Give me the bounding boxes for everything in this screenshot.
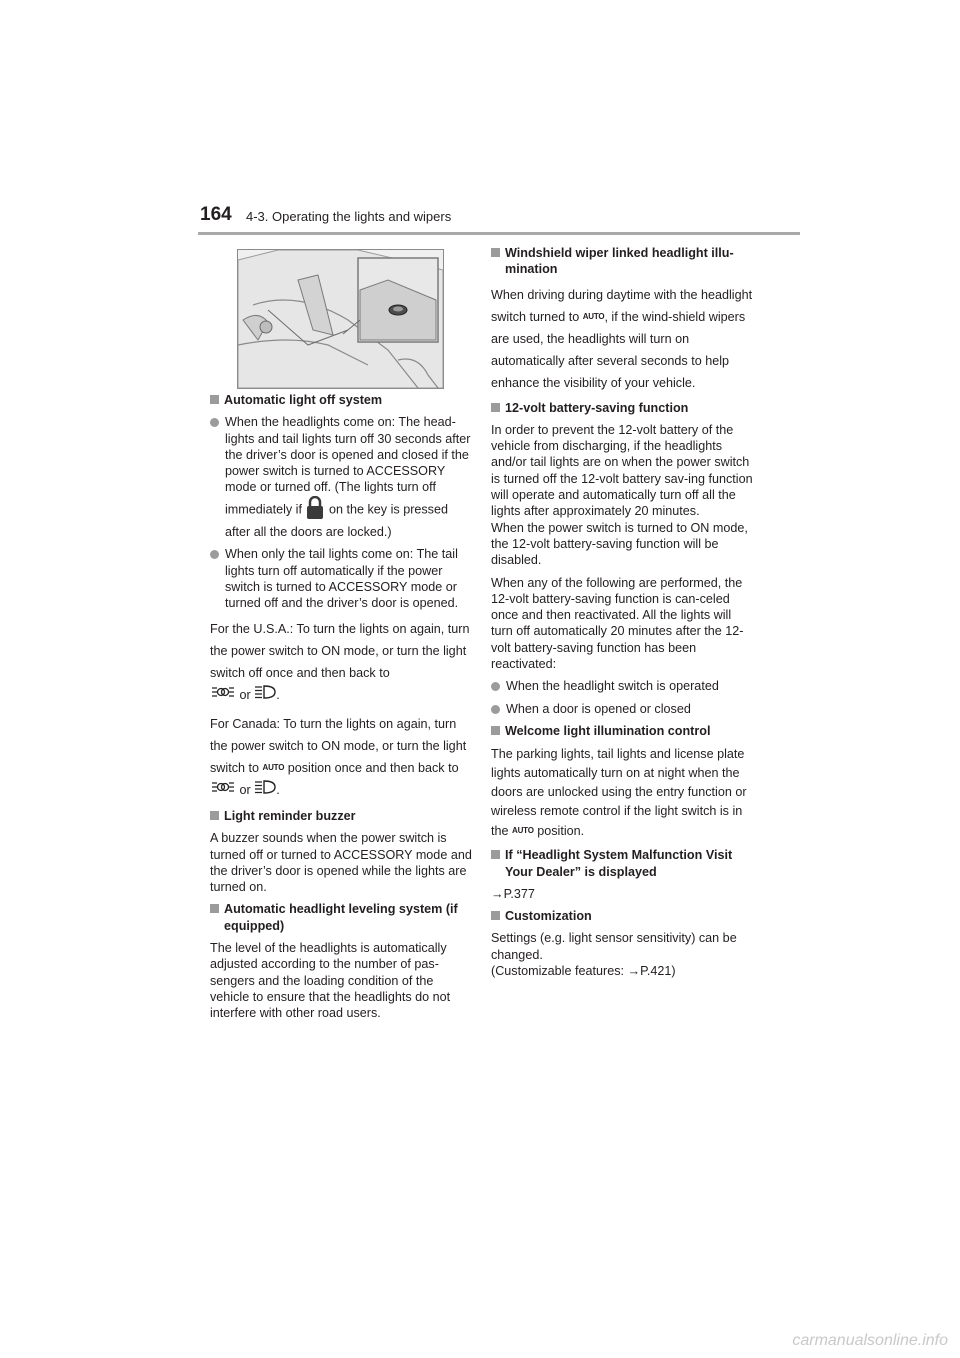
auto-off-heading: Automatic light off system xyxy=(210,392,472,408)
wiper-text-b: , if the wind-shield wipers are used, the headlights will turn on automatically after several seconds to help enhance the visibility of your vehicle. xyxy=(491,309,746,390)
malfunction-reference: →P.377 xyxy=(491,886,535,901)
dashboard-sensor-drawing xyxy=(238,250,443,388)
tail-light-icon xyxy=(210,684,236,706)
battery-text-1: In order to prevent the 12-volt battery of the vehicle from discharging, if the headlights and/or tail lights are on when the power switch is turned off the 12-volt battery sav-ing function will operate and automatically turn off all the lights after approximately 20 minutes. xyxy=(491,422,753,519)
usa-paragraph: For the U.S.A.: To turn the lights on again, turn the power switch to ON mode, or turn the light switch off once and then back to or . xyxy=(210,618,472,707)
auto-position-icon: AUTO xyxy=(582,311,605,321)
page-number: 164 xyxy=(200,204,232,225)
customization-text: Settings (e.g. light sensor sensitivity) can be changed. xyxy=(491,931,737,962)
leveling-text: The level of the headlights is automatically adjusted according to the number of pas-sengers and the loading condition of the vehicle to ensure that the headlights do not interfere with other road users. xyxy=(210,940,451,1021)
leveling-heading: Automatic headlight leveling system (if equipped) xyxy=(210,901,472,934)
battery-bullet-1: When the headlight switch is operated xyxy=(491,678,753,694)
lock-icon xyxy=(305,496,325,524)
right-column xyxy=(491,245,753,985)
watermark: carmanualsonline.info xyxy=(792,1332,948,1349)
wiper-paragraph xyxy=(491,284,753,394)
buzzer-text: A buzzer sounds when the power switch is turned off or turned to ACCESSORY mode and the driver’s door is opened while the lights are turned on. xyxy=(210,831,472,895)
welcome-heading: Welcome light illumination control xyxy=(491,723,753,739)
wiper-heading: Windshield wiper linked headlight illu-mination xyxy=(491,245,753,278)
headlight-icon xyxy=(254,684,276,707)
auto-position-icon: AUTO xyxy=(512,826,534,836)
light-sensor-illustration xyxy=(237,249,444,389)
auto-off-bullet-2: When only the tail lights come on: The tail lights turn off automatically if the power switch is turned to ACCESSORY mode or turned off and the driver’s door is opened. xyxy=(210,546,472,611)
canada-text-b: position once and then back to xyxy=(287,760,459,775)
canada-paragraph: For Canada: To turn the lights on again, turn the power switch to ON mode, or turn the light switch to AUTO position once and then back to or . xyxy=(210,713,472,802)
header-rule xyxy=(198,232,800,235)
battery-text-3: When any of the following are performed, the 12-volt battery-saving function is can-celed once and then reactivated. All the lights will turn off automatically 20 minutes after the 12-volt battery-saving function has been reactivated: xyxy=(491,575,744,672)
tail-light-icon xyxy=(210,779,236,801)
usa-text: For the U.S.A.: To turn the lights on again, turn the power switch to ON mode, or turn the light switch off once and then back to xyxy=(210,621,470,680)
bullet-1-text-b: on the key is pressed after all the doors are locked.) xyxy=(225,502,448,540)
or-text-2: or xyxy=(239,782,251,797)
battery-heading: 12-volt battery-saving function xyxy=(491,400,753,416)
customization-reference: (Customizable features: →P.421) xyxy=(491,964,676,979)
auto-off-bullet-1 xyxy=(210,414,472,540)
welcome-text-a: The parking lights, tail lights and license plate lights automatically turn on at night when the doors are unlocked using the entry function or wireless remote control if the light switch is in the xyxy=(491,747,747,839)
battery-text-2: When the power switch is turned to ON mode, the 12-volt battery-saving function will be disabled. xyxy=(491,520,748,568)
buzzer-heading: Light reminder buzzer xyxy=(210,808,472,824)
malfunction-heading: If “Headlight System Malfunction Visit Your Dealer” is displayed xyxy=(491,847,753,880)
bullet-1-text-a: When the headlights come on: The head-lights and tail lights turn off 30 seconds after the driver’s door is opened and closed if the power switch is turned to ACCESSORY mode or turned off. (The lights turn off immediately if xyxy=(225,415,471,517)
customization-heading: Customization xyxy=(491,908,753,924)
canada-text-a: For Canada: To turn the lights on again, turn the power switch to ON mode, or turn the light switch to xyxy=(210,716,467,775)
section-title: 4-3. Operating the lights and wipers xyxy=(246,209,452,224)
headlight-icon xyxy=(254,779,276,802)
battery-bullet-2: When a door is opened or closed xyxy=(491,701,753,717)
auto-position-icon: AUTO xyxy=(262,762,285,772)
welcome-text-b: position. xyxy=(537,824,585,839)
welcome-paragraph xyxy=(491,745,753,841)
left-column xyxy=(210,392,472,1027)
wiper-text-a: When driving during daytime with the headlight switch turned to xyxy=(491,287,753,324)
or-text-1: or xyxy=(239,687,251,702)
